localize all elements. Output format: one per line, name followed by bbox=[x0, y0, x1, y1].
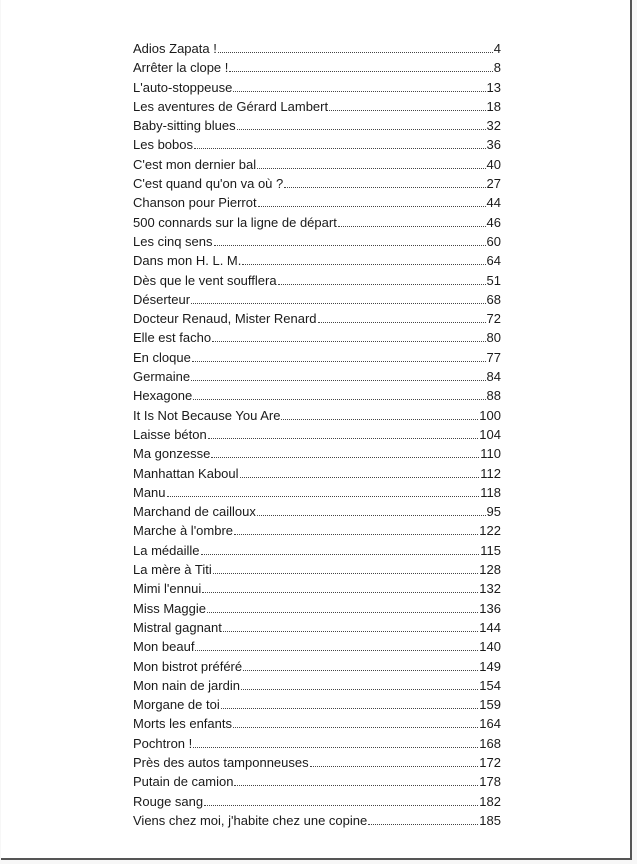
toc-entry-title: Mistral gagnant bbox=[133, 619, 222, 635]
toc-entry bbox=[133, 251, 501, 270]
dot-leader bbox=[214, 245, 486, 246]
dot-leader bbox=[318, 322, 486, 323]
toc-entry bbox=[133, 290, 501, 309]
dot-leader bbox=[201, 554, 480, 555]
toc-entry-title: Pochtron ! bbox=[133, 735, 193, 751]
toc-entry bbox=[133, 695, 501, 714]
toc-entry-title: Morgane de toi bbox=[133, 697, 220, 713]
toc-entry bbox=[133, 753, 501, 772]
toc-entry-page-number: 51 bbox=[486, 272, 501, 288]
toc-entry-page-number: 149 bbox=[479, 658, 501, 674]
toc-entry bbox=[133, 78, 501, 97]
toc-entry-page-number: 18 bbox=[486, 98, 501, 114]
toc-entry bbox=[133, 579, 501, 598]
dot-leader bbox=[167, 496, 480, 497]
toc-entry-title: Hexagone bbox=[133, 388, 193, 404]
toc-entry-title: Ma gonzesse bbox=[133, 446, 211, 462]
toc-entry bbox=[133, 464, 501, 483]
toc-entry-page-number: 68 bbox=[486, 291, 501, 307]
toc-entry-title: C'est mon dernier bal bbox=[133, 156, 257, 172]
toc-entry-title: En cloque bbox=[133, 349, 191, 365]
document-page bbox=[1, 0, 632, 860]
dot-leader bbox=[233, 91, 485, 92]
dot-leader bbox=[257, 515, 486, 516]
dot-leader bbox=[221, 708, 479, 709]
toc-entry-title: Putain de camion bbox=[133, 774, 234, 790]
toc-entry-page-number: 80 bbox=[486, 330, 501, 346]
toc-entry bbox=[133, 348, 501, 367]
dot-leader bbox=[233, 727, 478, 728]
toc-entry-page-number: 185 bbox=[479, 812, 501, 828]
toc-entry-page-number: 110 bbox=[480, 446, 501, 462]
toc-entry-page-number: 172 bbox=[479, 754, 501, 770]
dot-leader bbox=[257, 168, 485, 169]
table-of-contents bbox=[133, 39, 501, 830]
dot-leader bbox=[191, 303, 485, 304]
toc-entry-title: Mon nain de jardin bbox=[133, 677, 240, 693]
dot-leader bbox=[278, 284, 486, 285]
toc-entry-title: Adios Zapata ! bbox=[133, 41, 217, 56]
dot-leader bbox=[234, 785, 478, 786]
toc-entry-title: Miss Maggie bbox=[133, 600, 206, 616]
toc-entry-page-number: 84 bbox=[486, 369, 501, 385]
toc-entry-page-number: 112 bbox=[480, 465, 501, 481]
toc-entry bbox=[133, 309, 501, 328]
toc-entry bbox=[133, 483, 501, 502]
toc-entry bbox=[133, 541, 501, 560]
toc-entry bbox=[133, 116, 501, 135]
dot-leader bbox=[207, 612, 478, 613]
toc-entry bbox=[133, 97, 501, 116]
toc-entry-page-number: 118 bbox=[480, 484, 501, 500]
dot-leader bbox=[237, 129, 486, 130]
dot-leader bbox=[229, 71, 492, 72]
toc-entry-page-number: 132 bbox=[479, 581, 501, 597]
dot-leader bbox=[243, 670, 478, 671]
toc-entry-title: Déserteur bbox=[133, 291, 191, 307]
toc-entry-page-number: 36 bbox=[486, 137, 501, 153]
toc-entry-title: Mimi l'ennui bbox=[133, 581, 202, 597]
toc-entry bbox=[133, 714, 501, 733]
toc-entry bbox=[133, 676, 501, 695]
toc-entry-page-number: 115 bbox=[480, 542, 501, 558]
dot-leader bbox=[258, 206, 486, 207]
dot-leader bbox=[338, 226, 486, 227]
dot-leader bbox=[212, 341, 485, 342]
toc-entry-title: Manhattan Kaboul bbox=[133, 465, 239, 481]
toc-entry-title: Les bobos bbox=[133, 137, 193, 153]
dot-leader bbox=[218, 52, 493, 53]
dot-leader bbox=[193, 747, 478, 748]
toc-entry-title: Viens chez moi, j'habite chez une copine bbox=[133, 812, 368, 828]
toc-entry bbox=[133, 792, 501, 811]
toc-entry-page-number: 27 bbox=[486, 176, 501, 192]
toc-entry bbox=[133, 39, 501, 58]
toc-entry-title: Dans mon H. L. M. bbox=[133, 253, 242, 269]
toc-entry bbox=[133, 502, 501, 521]
dot-leader bbox=[281, 419, 478, 420]
toc-entry-page-number: 8 bbox=[493, 60, 501, 76]
toc-entry bbox=[133, 444, 501, 463]
toc-entry-page-number: 40 bbox=[486, 156, 501, 172]
toc-entry-page-number: 136 bbox=[479, 600, 501, 616]
dot-leader bbox=[204, 805, 478, 806]
toc-entry-title: Baby-sitting blues bbox=[133, 118, 236, 134]
toc-entry-page-number: 144 bbox=[479, 619, 501, 635]
dot-leader bbox=[329, 110, 485, 111]
toc-entry-page-number: 104 bbox=[479, 426, 501, 442]
toc-entry bbox=[133, 232, 501, 251]
toc-entry-page-number: 46 bbox=[486, 214, 501, 230]
toc-entry bbox=[133, 811, 501, 830]
dot-leader bbox=[310, 766, 479, 767]
toc-entry-title: Mon beauf bbox=[133, 639, 195, 655]
toc-entry-title: Mon bistrot préféré bbox=[133, 658, 243, 674]
toc-entry-page-number: 140 bbox=[479, 639, 501, 655]
toc-entry-title: Chanson pour Pierrot bbox=[133, 195, 257, 211]
toc-entry-page-number: 164 bbox=[479, 716, 501, 732]
dot-leader bbox=[192, 361, 486, 362]
dot-leader bbox=[195, 650, 478, 651]
toc-entry-page-number: 122 bbox=[479, 523, 501, 539]
toc-entry-page-number: 13 bbox=[486, 79, 501, 95]
toc-entry-title: Marchand de cailloux bbox=[133, 504, 256, 520]
dot-leader bbox=[223, 631, 478, 632]
toc-entry bbox=[133, 772, 501, 791]
dot-leader bbox=[211, 457, 479, 458]
toc-entry bbox=[133, 193, 501, 212]
dot-leader bbox=[284, 187, 485, 188]
dot-leader bbox=[213, 573, 479, 574]
toc-entry-page-number: 4 bbox=[493, 41, 501, 56]
toc-entry bbox=[133, 734, 501, 753]
toc-entry bbox=[133, 328, 501, 347]
toc-entry-title: It Is Not Because You Are bbox=[133, 407, 281, 423]
toc-entry-page-number: 128 bbox=[479, 562, 501, 578]
toc-entry-title: Elle est facho bbox=[133, 330, 212, 346]
toc-entry-title: Marche à l'ombre bbox=[133, 523, 234, 539]
toc-entry-title: La mère à Titi bbox=[133, 562, 212, 578]
toc-entry bbox=[133, 386, 501, 405]
toc-entry-page-number: 44 bbox=[486, 195, 501, 211]
toc-entry-page-number: 178 bbox=[479, 774, 501, 790]
toc-entry-page-number: 32 bbox=[486, 118, 501, 134]
toc-entry bbox=[133, 155, 501, 174]
toc-entry bbox=[133, 174, 501, 193]
toc-entry-title: C'est quand qu'on va où ? bbox=[133, 176, 284, 192]
toc-entry bbox=[133, 521, 501, 540]
dot-leader bbox=[242, 264, 485, 265]
toc-entry bbox=[133, 560, 501, 579]
toc-entry-page-number: 64 bbox=[486, 253, 501, 269]
toc-entry-title: Docteur Renaud, Mister Renard bbox=[133, 311, 317, 327]
toc-entry-page-number: 154 bbox=[479, 677, 501, 693]
toc-entry-page-number: 159 bbox=[479, 697, 501, 713]
toc-entry bbox=[133, 271, 501, 290]
toc-entry-page-number: 168 bbox=[479, 735, 501, 751]
toc-entry-title: Arrêter la clope ! bbox=[133, 60, 229, 76]
toc-entry-title: La médaille bbox=[133, 542, 200, 558]
toc-entry-page-number: 60 bbox=[486, 233, 501, 249]
toc-entry-title: Germaine bbox=[133, 369, 191, 385]
dot-leader bbox=[202, 592, 478, 593]
toc-entry bbox=[133, 618, 501, 637]
dot-leader bbox=[234, 534, 478, 535]
toc-entry-page-number: 72 bbox=[486, 311, 501, 327]
toc-entry bbox=[133, 425, 501, 444]
dot-leader bbox=[194, 148, 486, 149]
toc-entry-page-number: 182 bbox=[479, 793, 501, 809]
toc-entry bbox=[133, 213, 501, 232]
toc-entry-title: Laisse béton bbox=[133, 426, 207, 442]
toc-entry-title: Manu bbox=[133, 484, 166, 500]
toc-entry-title: 500 connards sur la ligne de départ bbox=[133, 214, 337, 230]
dot-leader bbox=[368, 824, 478, 825]
toc-entry-title: Les aventures de Gérard Lambert bbox=[133, 98, 329, 114]
toc-entry bbox=[133, 135, 501, 154]
toc-entry-title: Près des autos tamponneuses bbox=[133, 754, 309, 770]
toc-entry bbox=[133, 637, 501, 656]
toc-entry bbox=[133, 58, 501, 77]
toc-entry-page-number: 95 bbox=[486, 504, 501, 520]
toc-entry-page-number: 88 bbox=[486, 388, 501, 404]
toc-entry-title: Les cinq sens bbox=[133, 233, 213, 249]
toc-entry bbox=[133, 367, 501, 386]
dot-leader bbox=[241, 689, 478, 690]
toc-entry-title: L'auto-stoppeuse bbox=[133, 79, 233, 95]
dot-leader bbox=[191, 380, 485, 381]
toc-entry-title: Dès que le vent soufflera bbox=[133, 272, 277, 288]
toc-entry bbox=[133, 657, 501, 676]
toc-entry-page-number: 77 bbox=[486, 349, 501, 365]
toc-entry-title: Rouge sang bbox=[133, 793, 204, 809]
toc-entry-page-number: 100 bbox=[479, 407, 501, 423]
toc-entry bbox=[133, 406, 501, 425]
toc-entry bbox=[133, 599, 501, 618]
dot-leader bbox=[193, 399, 485, 400]
dot-leader bbox=[208, 438, 479, 439]
toc-entry-title: Morts les enfants bbox=[133, 716, 232, 732]
dot-leader bbox=[240, 477, 480, 478]
